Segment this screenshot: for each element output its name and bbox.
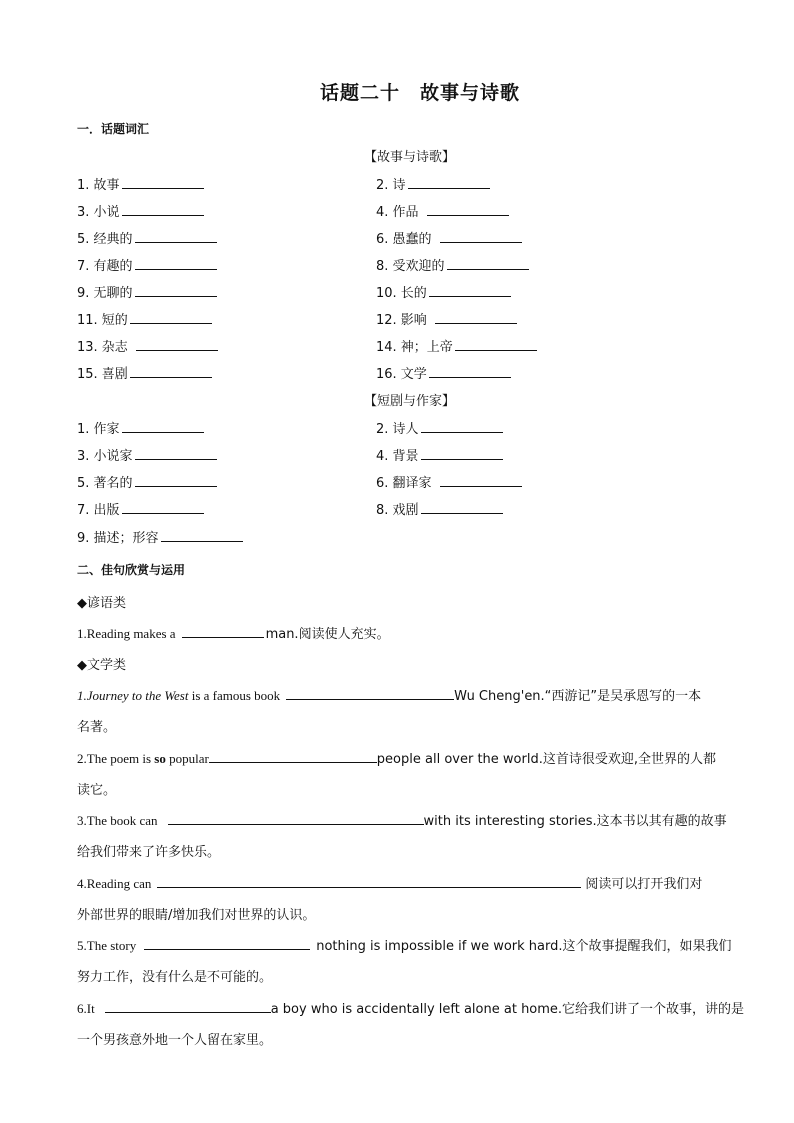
sentence-continuation: 给我们带来了许多快乐。 [77,845,221,860]
answer-blank[interactable] [427,203,509,216]
answer-blank[interactable] [122,420,204,433]
answer-blank[interactable] [421,501,503,514]
vocab-item: 3. 小说家 [77,445,217,464]
vocab-item: 14. 神；上帝 [376,336,537,355]
vocab-item: 2. 诗人 [376,418,503,437]
group-label-plays-writers: 【短剧与作家】 [364,394,456,409]
answer-blank[interactable] [286,687,454,700]
vocab-item: 4. 作品 [376,201,509,220]
answer-blank[interactable] [440,474,522,487]
vocab-item: 5. 著名的 [77,472,217,491]
vocab-item: 6. 翻译家 [376,472,522,491]
sentence-continuation: 努力工作，没有什么是不可能的。 [77,970,273,985]
answer-blank[interactable] [135,284,217,297]
answer-blank[interactable] [455,338,537,351]
answer-blank[interactable] [182,625,264,638]
vocab-item: 16. 文学 [376,363,511,382]
group-label-stories-poems: 【故事与诗歌】 [364,150,456,165]
answer-blank[interactable] [135,257,217,270]
vocab-item: 12. 影响 [376,309,517,328]
answer-blank[interactable] [421,447,503,460]
vocab-item: 7. 有趣的 [77,255,217,274]
answer-blank[interactable] [130,311,212,324]
vocab-item: 8. 戏剧 [376,499,503,518]
vocab-item: 6. 愚蠢的 [376,228,522,247]
vocab-item: 8. 受欢迎的 [376,255,529,274]
sentence-item: 2.The poem is so popular people all over the world.这首诗很受欢迎,全世界的人都 [77,751,716,767]
section-vocabulary-heading: 一．话题词汇 [77,122,150,136]
sentence-item: 3.The book can with its interesting stories.这本书以其有趣的故事 [77,813,727,829]
answer-blank[interactable] [168,812,424,825]
vocab-item: 9. 无聊的 [77,282,217,301]
sentence-continuation: 一个男孩意外地一个人留在家里。 [77,1033,273,1048]
answer-blank[interactable] [429,284,511,297]
answer-blank[interactable] [144,937,310,950]
answer-blank[interactable] [135,230,217,243]
vocab-item: 7. 出版 [77,499,204,518]
answer-blank[interactable] [122,501,204,514]
vocab-item: 3. 小说 [77,201,204,220]
vocab-item: 2. 诗 [376,174,490,193]
vocab-item: 1. 故事 [77,174,204,193]
answer-blank[interactable] [135,474,217,487]
answer-blank[interactable] [435,311,517,324]
sentence-item: 5.The story nothing is impossible if we work hard.这个故事提醒我们，如果我们 [77,938,732,954]
sentence-item: 6.It a boy who is accidentally left alone at home.它给我们讲了一个故事，讲的是 [77,1001,745,1017]
vocab-item: 13. 杂志 [77,336,218,355]
sentence-item: 1.Reading makes a man.阅读使人充实。 [77,626,390,642]
answer-blank[interactable] [105,1000,271,1013]
sentence-continuation: 外部世界的眼睛/增加我们对世界的认识。 [77,908,316,923]
answer-blank[interactable] [135,447,217,460]
section-sentences-heading: 二、佳句欣赏与运用 [77,563,186,577]
answer-blank[interactable] [447,257,529,270]
vocab-item: 9. 描述；形容 [77,527,243,546]
answer-blank[interactable] [161,529,243,542]
sentence-item: 4.Reading can 阅读可以打开我们对 [77,876,703,892]
answer-blank[interactable] [136,338,218,351]
sentence-continuation: 读它。 [77,783,117,798]
sentence-continuation: 名著。 [77,720,117,735]
vocab-item: 10. 长的 [376,282,511,301]
category-proverbs: ◆谚语类 [77,596,126,611]
answer-blank[interactable] [408,176,490,189]
vocab-item: 11. 短的 [77,309,212,328]
answer-blank[interactable] [421,420,503,433]
answer-blank[interactable] [209,750,377,763]
sentence-item: 1.Journey to the West is a famous book Wu Cheng'en.“西游记”是吴承恩写的一本 [77,688,702,704]
answer-blank[interactable] [130,365,212,378]
answer-blank[interactable] [122,176,204,189]
page-title: 话题二十 故事与诗歌 [319,82,520,104]
vocab-item: 4. 背景 [376,445,503,464]
answer-blank[interactable] [429,365,511,378]
answer-blank[interactable] [122,203,204,216]
category-literature: ◆文学类 [77,658,126,673]
answer-blank[interactable] [440,230,522,243]
vocab-item: 5. 经典的 [77,228,217,247]
answer-blank[interactable] [157,875,581,888]
vocab-item: 1. 作家 [77,418,204,437]
vocab-item: 15. 喜剧 [77,363,212,382]
